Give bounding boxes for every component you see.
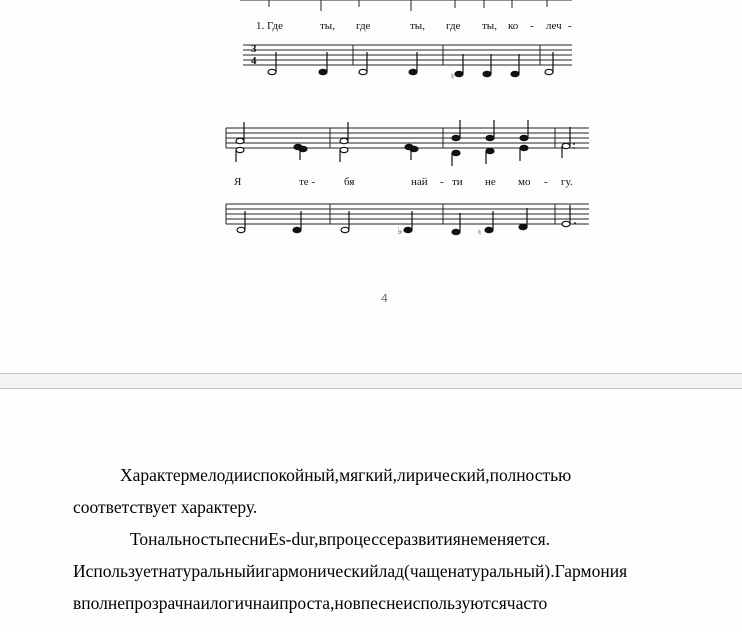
svg-text:♭: ♭ xyxy=(398,227,403,237)
word: Es-dur, xyxy=(268,529,319,549)
word: и xyxy=(255,561,265,581)
word: в xyxy=(318,529,327,549)
word: используются xyxy=(403,593,507,613)
word: Тональность xyxy=(130,529,225,549)
word: Использует xyxy=(73,561,159,581)
word: процессе xyxy=(326,529,395,549)
word: Характер xyxy=(120,465,190,485)
word: Гармония xyxy=(554,561,628,581)
word: лад xyxy=(378,561,404,581)
word: вполне xyxy=(73,593,126,613)
lyric: - xyxy=(530,20,534,32)
word: не xyxy=(460,529,478,549)
word: но xyxy=(334,593,353,613)
paragraph-tonality xyxy=(73,523,697,619)
word: мелодии xyxy=(189,465,253,485)
word: лирический, xyxy=(396,465,490,485)
word: и xyxy=(269,593,280,613)
lyric: гу. xyxy=(561,176,573,188)
lyric: най xyxy=(411,176,428,188)
lyric: ты, xyxy=(482,20,497,32)
word: развития xyxy=(394,529,461,549)
word: меняется. xyxy=(477,529,551,549)
lyric: ти xyxy=(452,176,463,188)
lyric: - xyxy=(568,20,572,32)
text-line xyxy=(73,587,697,619)
lyric: бя xyxy=(344,176,355,188)
svg-text:♮: ♮ xyxy=(451,72,454,81)
word: натуральный xyxy=(158,561,256,581)
lyric: мо xyxy=(518,176,531,188)
svg-text:3: 3 xyxy=(251,43,257,55)
lyric: - xyxy=(440,176,444,188)
word: и xyxy=(200,593,210,613)
lyric: Я xyxy=(234,176,242,188)
text-line xyxy=(73,555,697,587)
staff-3 xyxy=(226,204,589,224)
lyric: ко xyxy=(508,20,519,32)
lyric: ты, xyxy=(320,20,335,32)
lyric: - xyxy=(544,176,548,188)
word: спокойный, xyxy=(252,465,340,485)
lyric: те - xyxy=(299,176,316,188)
lyric: не xyxy=(485,176,496,188)
page-separator xyxy=(0,373,742,389)
document-page-5 xyxy=(0,389,742,632)
word: логична xyxy=(209,593,270,613)
word: полностью xyxy=(489,465,572,485)
word: натуральный). xyxy=(447,561,555,581)
word: мягкий, xyxy=(339,465,397,485)
lyric: 1. Где xyxy=(256,20,284,32)
word: часто xyxy=(506,593,548,613)
music-notation-example xyxy=(0,0,742,260)
word: проста, xyxy=(279,593,335,613)
word: песни xyxy=(224,529,269,549)
word: гармонический xyxy=(264,561,379,581)
svg-text:♮: ♮ xyxy=(478,228,481,237)
lyric: леч xyxy=(546,20,562,32)
word: песне xyxy=(360,593,404,613)
lyric: где xyxy=(446,20,461,32)
staff-1 xyxy=(243,45,572,65)
word: (чаще xyxy=(404,561,448,581)
paragraph-character xyxy=(73,459,697,523)
lyric: ты, xyxy=(410,20,425,32)
word: прозрачна xyxy=(125,593,201,613)
text-line: соответствует характеру. xyxy=(73,497,258,517)
text-line xyxy=(73,523,697,555)
lyric: где xyxy=(356,20,371,32)
page-number: 4 xyxy=(381,292,388,305)
word: в xyxy=(352,593,361,613)
text-line xyxy=(73,459,697,491)
svg-text:4: 4 xyxy=(251,55,257,67)
